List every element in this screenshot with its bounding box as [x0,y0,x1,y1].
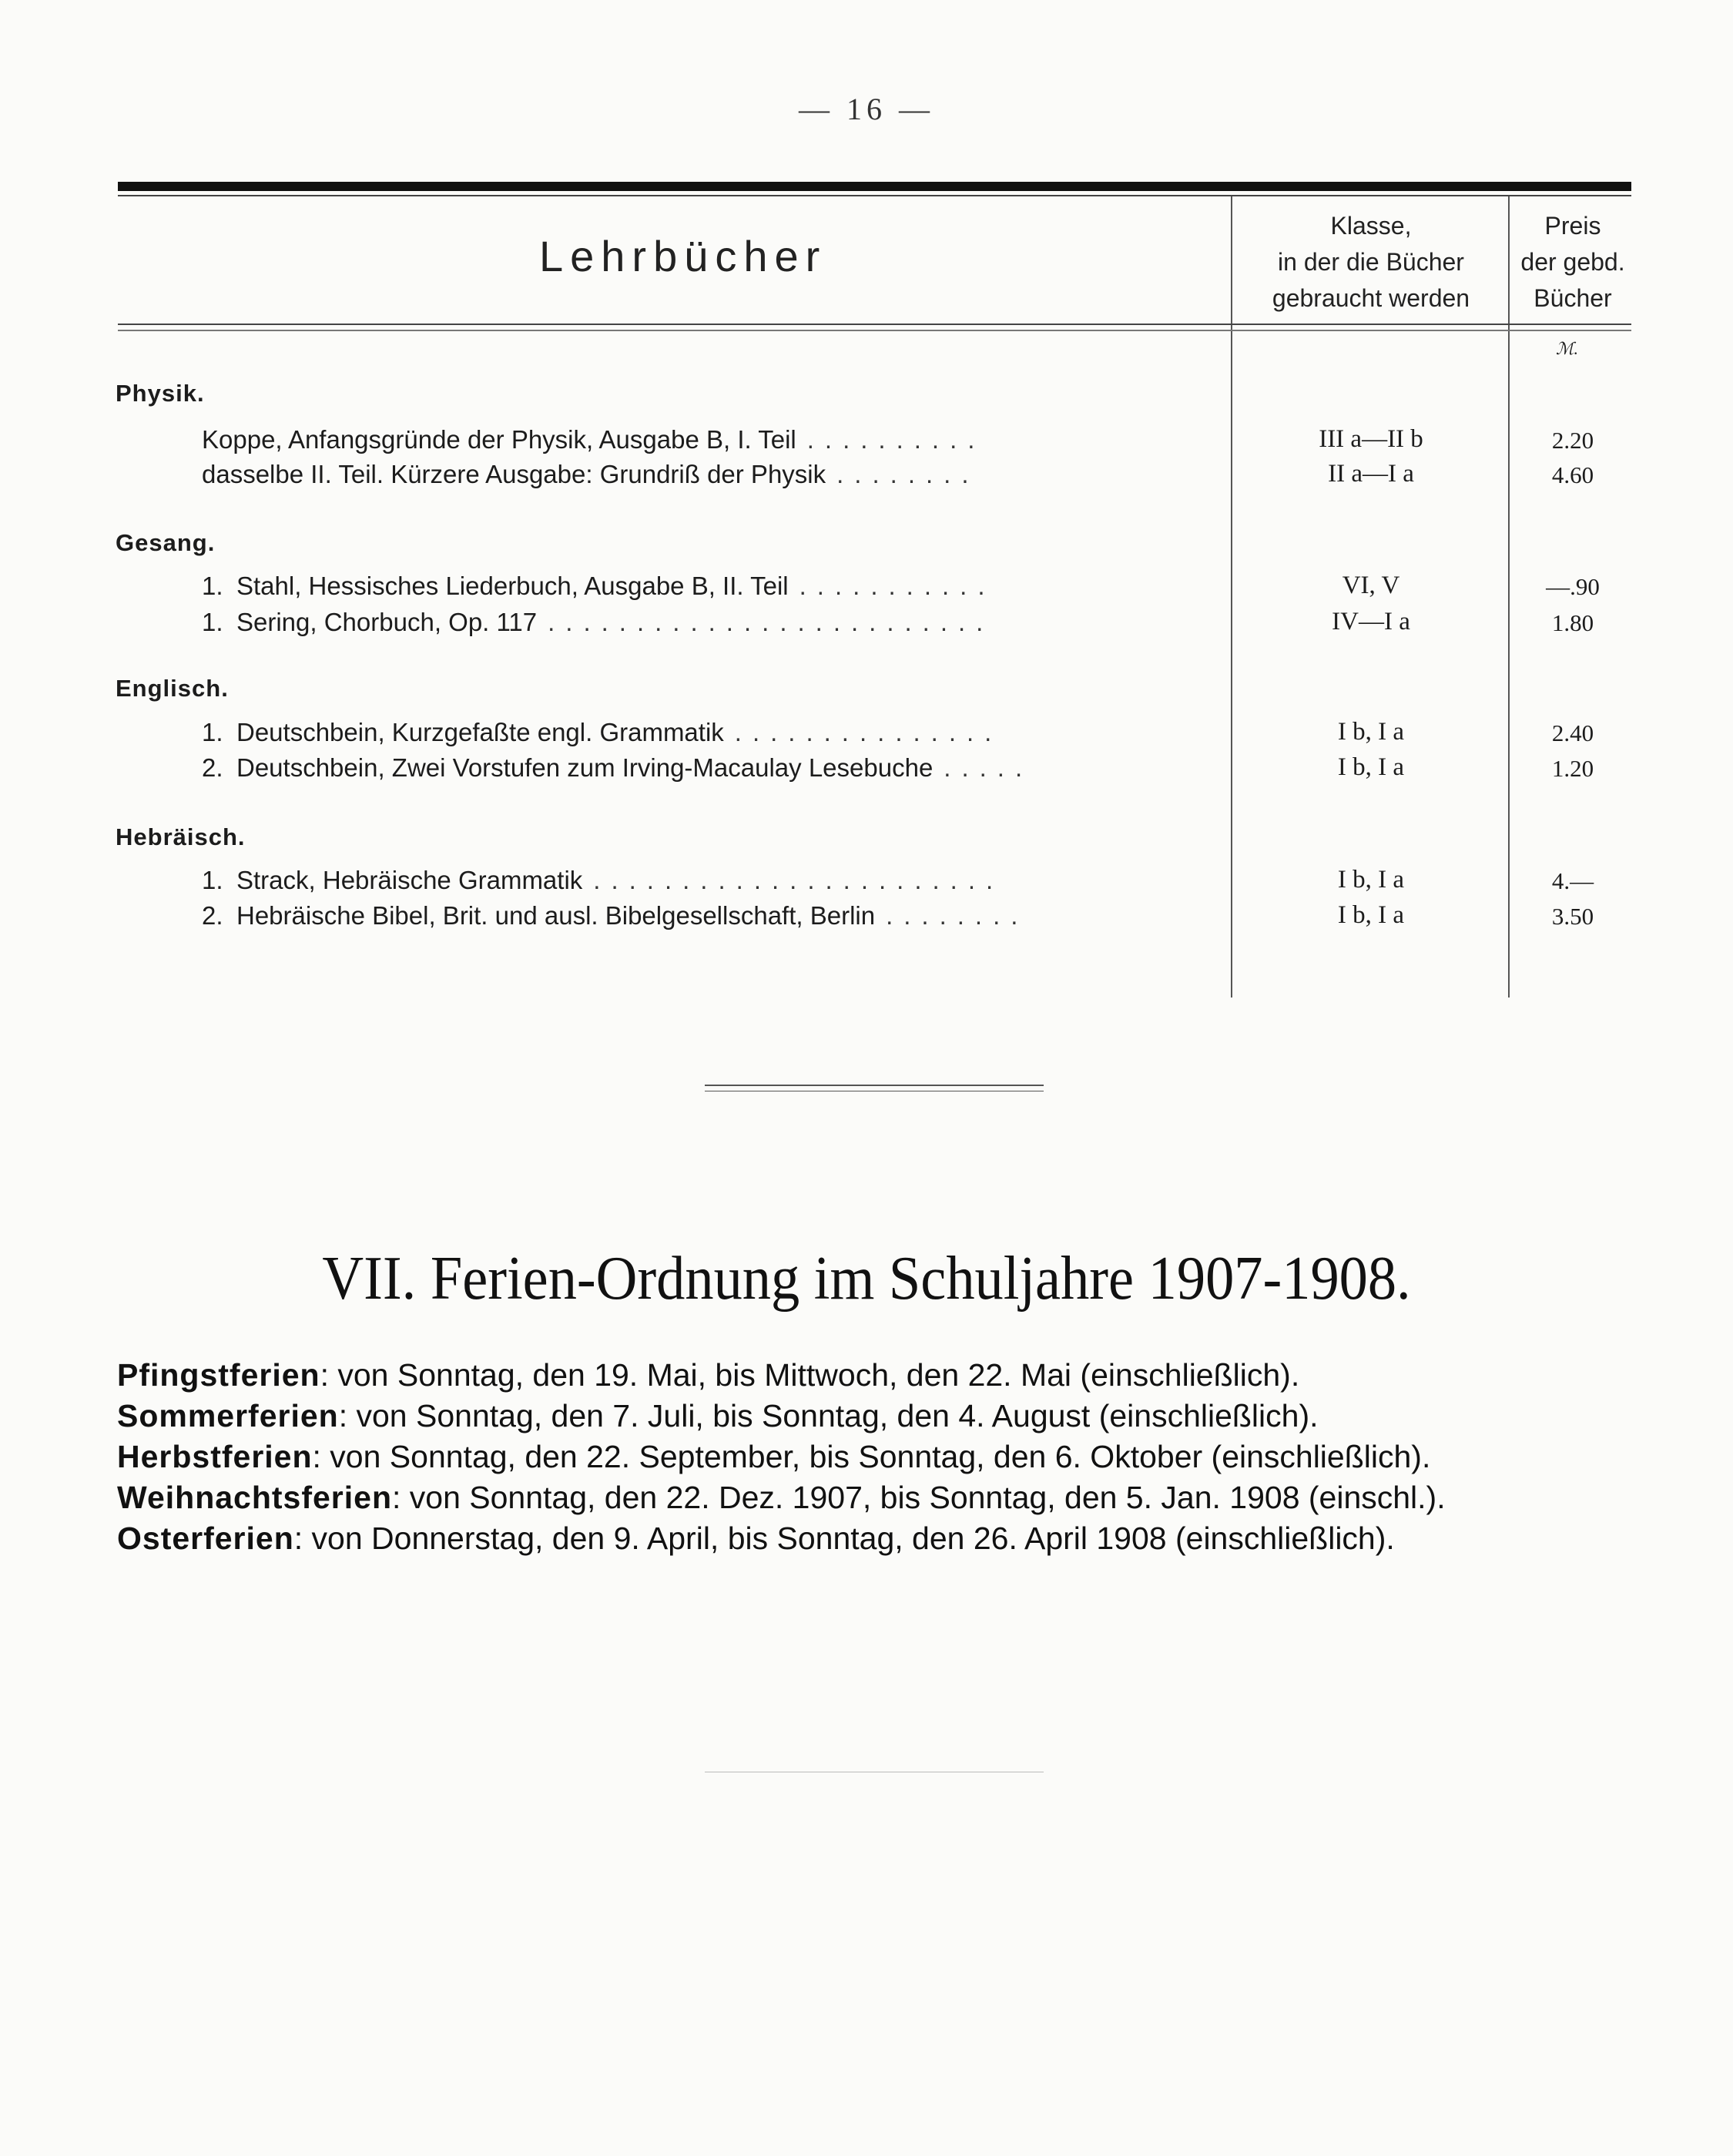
book-row-preis: 2.40 [1551,719,1594,746]
book-row-preis: 3.50 [1551,903,1594,930]
section-physik: Physik. [116,380,205,407]
header-klasse: Klasse, in der die Bücher gebraucht werden [1272,212,1470,312]
page-number: — 16 — [799,92,934,126]
book-row-preis: —.90 [1546,573,1600,600]
section-englisch: Englisch. [116,675,229,702]
column-divider [1508,196,1510,998]
section-separator [705,1085,1044,1086]
holiday-line: Weihnachtsferien: von Sonntag, den 22. Dez. 1907, bis Sonntag, den 5. Jan. 1908 (einschl.). [117,1480,1446,1515]
header-lehrbuecher: Lehrbücher [539,232,827,280]
book-row-preis: 4.— [1551,867,1594,894]
book-row-klasse: I b, I a [1337,718,1405,746]
header-preis: Preis der gebd. Bücher [1520,212,1625,312]
table-top-rule [118,182,1631,191]
book-row-title: 1. Deutschbein, Kurzgefaßte engl. Grammatik ............... [202,718,1003,746]
header-rule [118,324,1631,325]
book-row-title: dasselbe II. Teil. Kürzere Ausgabe: Grundriß der Physik ........ [202,460,980,488]
holiday-line: Osterferien: von Donnerstag, den 9. April, bis Sonntag, den 26. April 1908 (einschließlich). [117,1521,1395,1556]
holiday-line: Pfingstferien: von Sonntag, den 19. Mai, bis Mittwoch, den 22. Mai (einschließlich). [117,1357,1300,1393]
book-row-title: 2. Hebräische Bibel, Brit. und ausl. Bibelgesellschaft, Berlin ........ [202,901,1029,930]
book-row-klasse: IV—I a [1332,608,1410,635]
book-row-preis: 2.20 [1551,427,1594,454]
book-row-title: Koppe, Anfangsgründe der Physik, Ausgabe B, I. Teil .......... [202,425,986,454]
book-row-klasse: VI, V [1342,572,1400,599]
holiday-line: Herbstferien: von Sonntag, den 22. September, bis Sonntag, den 6. Oktober (einschließlich). [117,1439,1431,1474]
holiday-line: Sommerferien: von Sonntag, den 7. Juli, bis Sonntag, den 4. August (einschließlich). [117,1398,1319,1433]
book-row-preis: 4.60 [1551,461,1594,488]
book-row-klasse: II a—I a [1328,460,1414,488]
book-row-preis: 1.20 [1551,755,1594,782]
header-rule-thin [118,330,1631,331]
book-row-title: 2. Deutschbein, Zwei Vorstufen zum Irving-Macaulay Lesebuche ..... [202,753,1034,782]
table-top-rule-thin [118,195,1631,196]
book-row-klasse: I b, I a [1337,866,1405,894]
ferien-heading: VII. Ferien-Ordnung im Schuljahre 1907-1908. [322,1245,1411,1313]
book-row-title: 1. Stahl, Hessisches Liederbuch, Ausgabe B, II. Teil ........... [202,572,996,600]
book-row-title: 1. Sering, Chorbuch, Op. 117 ......................... [202,608,994,636]
section-gesang: Gesang. [116,529,216,556]
book-row-klasse: III a—II b [1319,425,1423,453]
book-row-preis: 1.80 [1551,609,1594,636]
section-hebraeisch: Hebräisch. [116,823,246,850]
book-row-klasse: I b, I a [1337,753,1405,781]
book-row-klasse: I b, I a [1337,901,1405,929]
book-row-title: 1. Strack, Hebräische Grammatik ....................... [202,866,1004,894]
column-divider [1231,196,1232,998]
currency-symbol: ℳ. [1556,339,1579,358]
